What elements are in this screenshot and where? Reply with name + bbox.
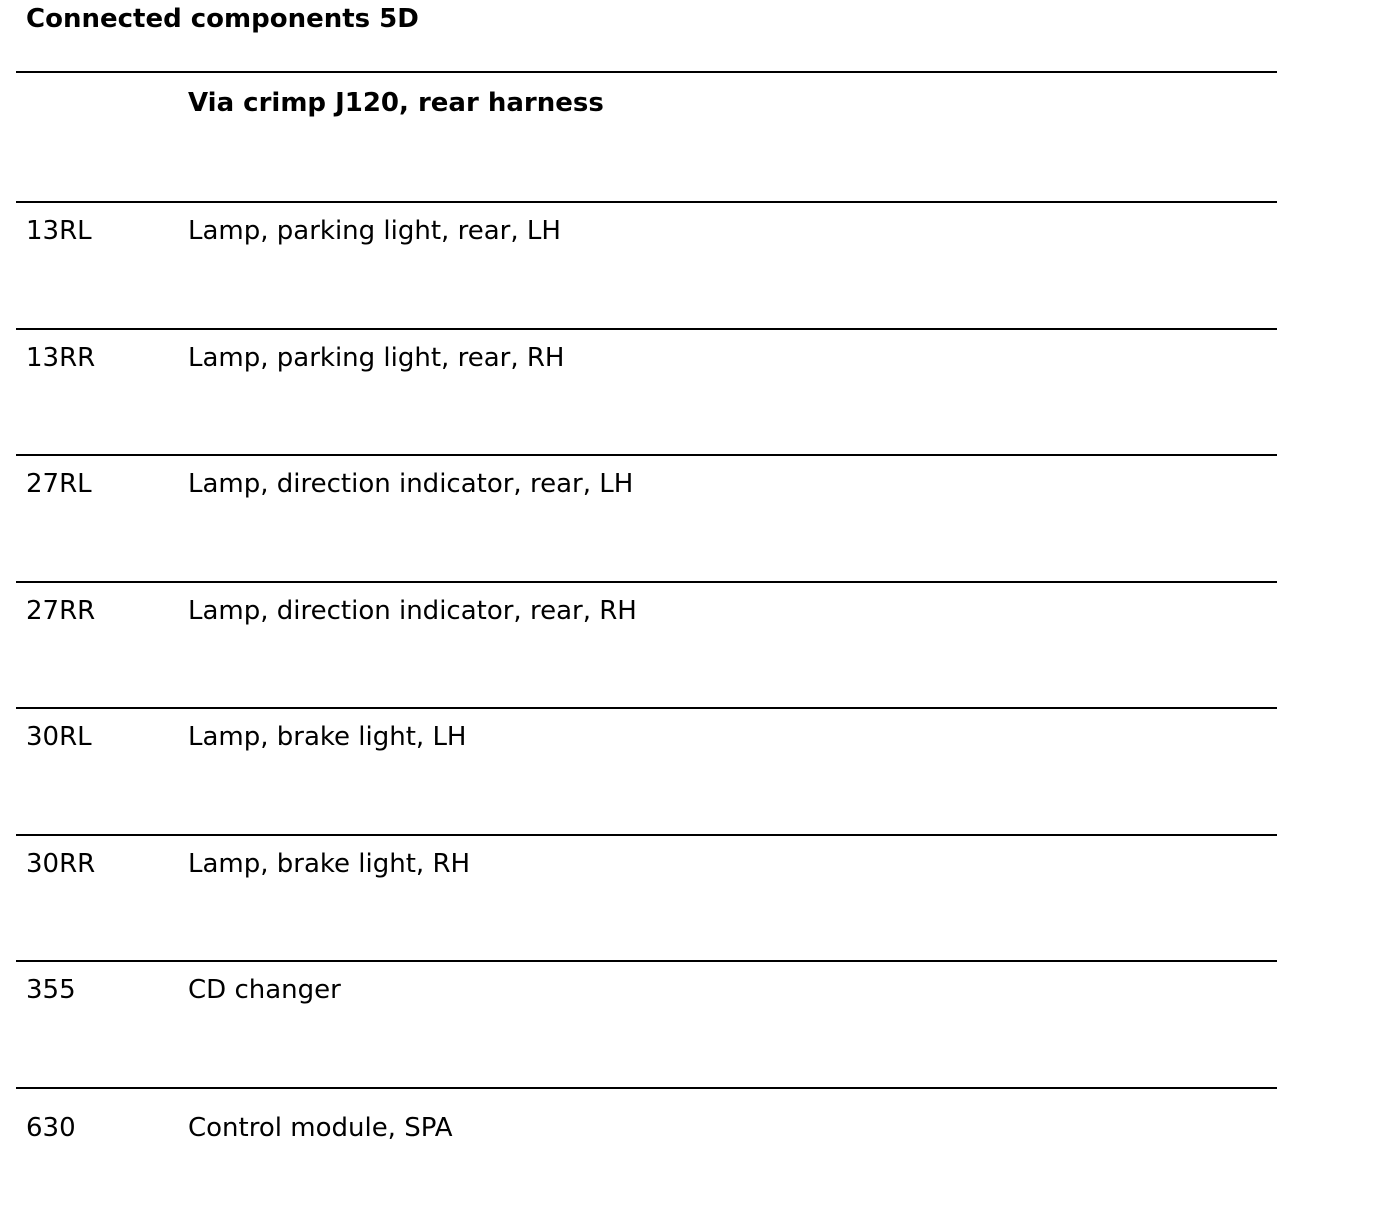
component-code: 355 [26, 975, 76, 1005]
table-row [16, 328, 1277, 455]
table-row [16, 707, 1277, 834]
component-code: 630 [26, 1112, 76, 1143]
header-description-cell: Via crimp J120, rear harness [188, 88, 604, 118]
table-row [16, 581, 1277, 708]
component-code: 27RR [26, 595, 96, 626]
table-header-row [16, 71, 1277, 201]
component-description: Lamp, direction indicator, rear, RH [188, 595, 637, 626]
components-table [16, 71, 1277, 1227]
component-description: Lamp, brake light, LH [188, 722, 467, 752]
page-title: Connected components 5D [26, 4, 419, 34]
component-description: Lamp, parking light, rear, RH [188, 342, 565, 373]
table-row [16, 201, 1277, 328]
component-code: 30RL [26, 722, 92, 752]
table-row [16, 1087, 1277, 1227]
table-row [16, 834, 1277, 961]
component-description: Lamp, brake light, RH [188, 848, 471, 879]
table-row [16, 960, 1277, 1087]
component-code: 30RR [26, 848, 96, 879]
component-code: 27RL [26, 469, 92, 499]
component-description: Control module, SPA [188, 1112, 453, 1143]
component-code: 13RR [26, 342, 96, 373]
component-description: Lamp, parking light, rear, LH [188, 216, 561, 246]
table-row [16, 454, 1277, 581]
component-description: CD changer [188, 975, 341, 1005]
component-description: Lamp, direction indicator, rear, LH [188, 469, 634, 499]
component-code: 13RL [26, 216, 92, 246]
